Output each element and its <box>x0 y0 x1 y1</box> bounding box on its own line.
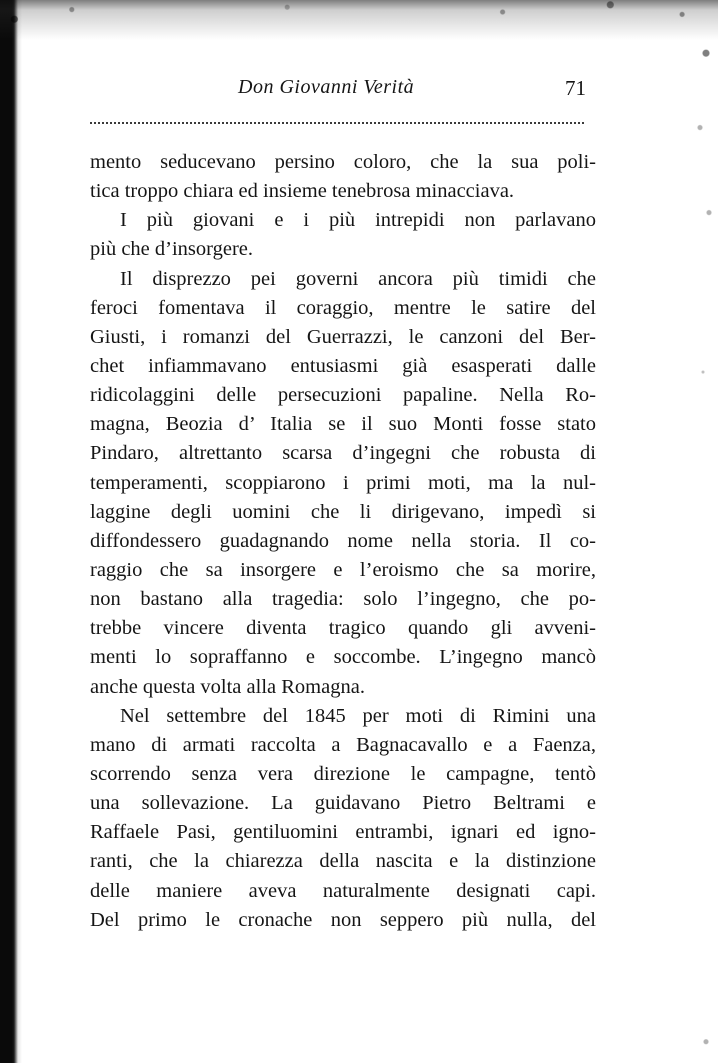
text-line: ranti, che la chiarezza della nascita e la distinzione <box>90 850 596 873</box>
text-line: mento seducevano persino coloro, che la sua poli- <box>90 151 596 173</box>
text-line: Nel settembre del 1845 per moti di Rimini una <box>120 704 596 727</box>
page-number: 71 <box>565 76 586 100</box>
body-text <box>90 148 596 935</box>
text-line: Giusti, i romanzi del Guerrazzi, le canzoni del Ber- <box>90 325 596 348</box>
text-line: anche questa volta alla Romagna. <box>90 675 365 698</box>
text-line: chet infiammavano entusiasmi già esasperati dalle <box>90 354 596 377</box>
text-line: più che d’insorgere. <box>90 238 253 261</box>
text-line: non bastano alla tragedia: solo l’ingegno, che po- <box>90 588 596 611</box>
text-line: delle maniere aveva naturalmente designati capi. <box>90 879 596 902</box>
text-line: ridicolaggini delle persecuzioni papaline. Nella Ro- <box>90 384 596 407</box>
text-line: mano di armati raccolta a Bagnacavallo e a Faenza, <box>90 733 596 756</box>
page-spine-shadow <box>0 0 22 1063</box>
text-line: I più giovani e i più intrepidi non parlavano <box>120 209 596 232</box>
text-line: una sollevazione. La guidavano Pietro Beltrami e <box>90 792 596 815</box>
running-head-title: Don Giovanni Verità <box>238 76 415 98</box>
text-line: Pindaro, altrettanto scarsa d’ingegni che robusta di <box>90 442 596 465</box>
text-line: feroci fomentava il coraggio, mentre le satire del <box>90 296 596 319</box>
text-line: laggine degli uomini che li dirigevano, impedì si <box>90 500 596 523</box>
header-rule <box>90 122 584 124</box>
running-head <box>90 76 590 106</box>
text-line: Del primo le cronache non seppero più nulla, del <box>90 908 596 931</box>
page-right-edge <box>688 0 718 1063</box>
text-line: diffondessero guadagnando nome nella storia. Il co- <box>90 529 596 552</box>
text-line: magna, Beozia d’ Italia se il suo Monti fosse stato <box>90 413 596 436</box>
text-line: Il disprezzo pei governi ancora più timidi che <box>120 267 596 290</box>
text-line: scorrendo senza vera direzione le campagne, tentò <box>90 762 596 785</box>
text-line: raggio che sa insorgere e l’eroismo che sa morire, <box>90 558 596 581</box>
text-line: menti lo sopraffanno e soccombe. L’ingegno mancò <box>90 646 596 669</box>
text-line: Raffaele Pasi, gentiluomini entrambi, ignari ed igno- <box>90 821 596 844</box>
text-line: temperamenti, scoppiarono i primi moti, ma la nul- <box>90 471 596 494</box>
text-line: trebbe vincere diventa tragico quando gli avveni- <box>90 617 596 640</box>
text-line: tica troppo chiara ed insieme tenebrosa minacciava. <box>90 180 515 203</box>
page-top-edge <box>0 0 718 48</box>
